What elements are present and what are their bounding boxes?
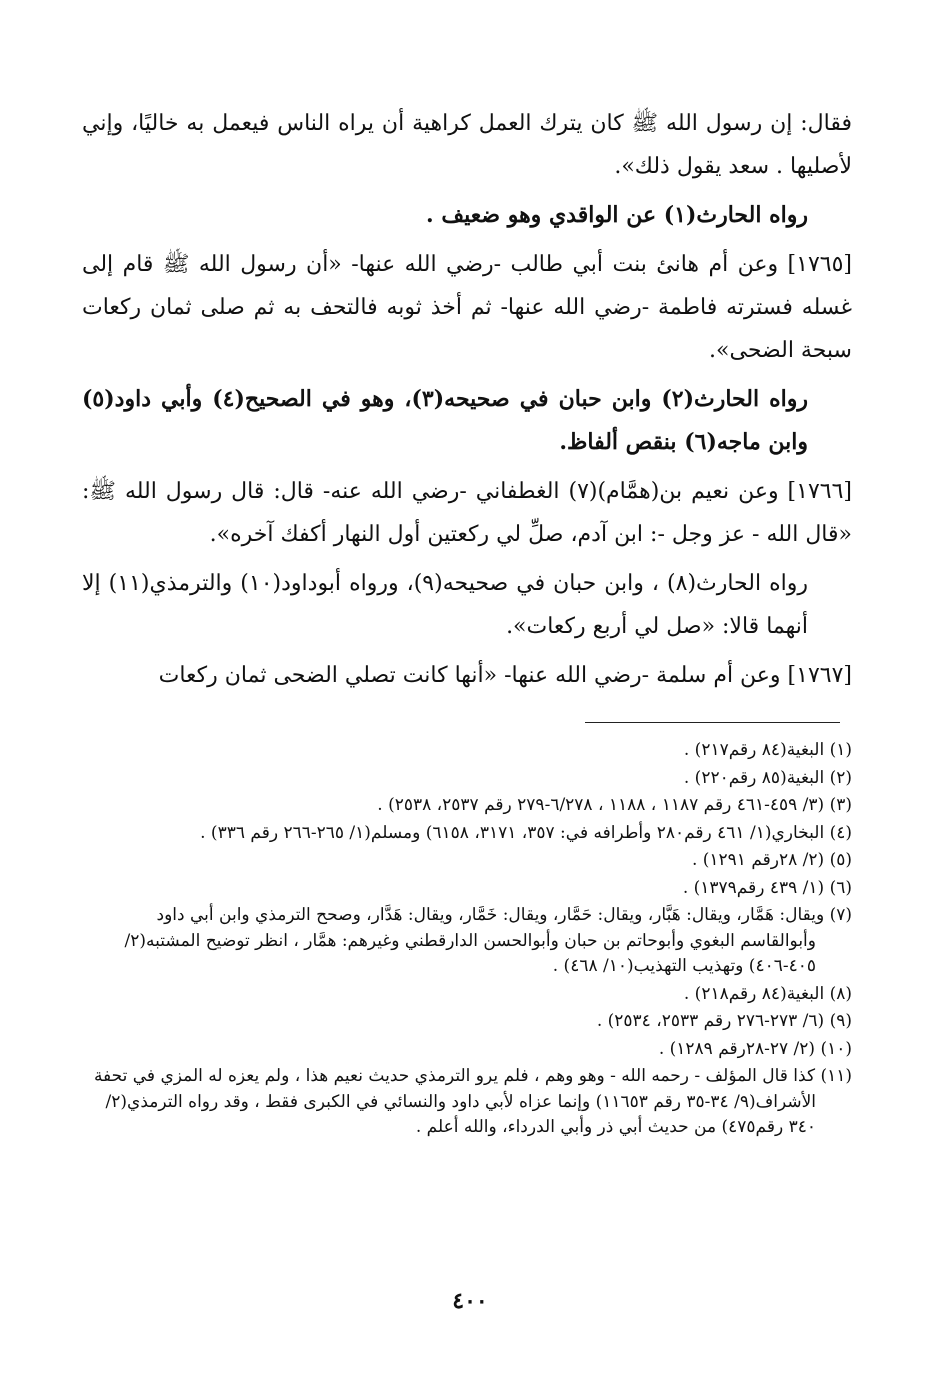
- footnote: (١٠) (٢/ ٢٧-٢٨رقم ١٢٨٩) .: [658, 1038, 852, 1059]
- footnote: (٧) ويقال: هَمَّار، ويقال: هَبَّار، ويقال: حَمَّار، ويقال: خَمَّار، ويقال: هَدَّار، وصحح الترمذي وابن أبي داود وأبوالقاسم البغوي وأبوحاتم بن حبان وأبوالحسن الدارقطني وغيرهم: همَّار ، انظر توضيح المشتبه(٢/ ٤٠٥-٤٠٦) وتهذيب التهذيب(١٠/ ٤٦٨) .: [124, 905, 852, 976]
- page-number: ٤٠٠: [452, 1288, 488, 1314]
- footnote: (٨) البغية(٨٤ رقم٢١٨) .: [683, 983, 852, 1004]
- footnote: (٢) البغية(٨٥ رقم٢٢٠) .: [683, 767, 852, 788]
- hadith-1765-paragraph: [١٧٦٥] وعن أم هانئ بنت أبي طالب -رضي الله عنها- «أن رسول الله ﷺ قام إلى غسله فسترته فاطمة -رضي الله عنها- ثم أخذ ثوبه فالتحف به ثم صلى ثمان ركعات سبحة الضحى».: [82, 252, 852, 363]
- hadith-1767-paragraph: [١٧٦٧] وعن أم سلمة -رضي الله عنها- «أنها كانت تصلي الضحى ثمان ركعات: [158, 663, 852, 688]
- footnote: (١١) كذا قال المؤلف - رحمه الله - وهو وهم ، فلم يرو الترمذي حديث نعيم هذا ، ولم يعزه له المزي في تحفة الأشراف(٩/ ٣٤-٣٥ رقم ١١٦٥٣) وإنما عزاه لأبي داود والنسائي في الكبرى فقط ، وقد رواه الترمذي(٢/ ٣٤٠ رقم٤٧٥) من حديث أبي ذر وأبي الدرداء، والله أعلم .: [93, 1066, 852, 1137]
- attribution-line: رواه الحارث(٢) وابن حبان في صحيحه(٣)، وهو في الصحيح(٤) وأبي داود(٥) وابن ماجه(٦) بنقص ألفاظ.: [82, 386, 808, 455]
- main-text: [82, 102, 852, 703]
- footnote: (٣) (٣/ ٤٥٩-٤٦١ رقم ١١٨٧ ، ١١٨٨ ، ٦/٢٧٨-٢٧٩ رقم ٢٥٣٧، ٢٥٣٨) .: [377, 795, 852, 815]
- hadith-1766-paragraph: [١٧٦٦] وعن نعيم بن(همَّام)(٧) الغطفاني -رضي الله عنه- قال: قال رسول الله ﷺ: «قال الله - عز وجل -: ابن آدم، صلِّ لي ركعتين أول النهار أكفك آخره».: [82, 479, 852, 547]
- footnotes-section: [82, 738, 852, 1143]
- footnote: (٥) (٢/ ٢٨رقم ١٢٩١) .: [691, 850, 852, 870]
- hadith-continuation-paragraph: فقال: إن رسول الله ﷺ كان يترك العمل كراهية أن يراه الناس فيعمل به خاليًا، وإني لأصليها . سعد يقول ذلك».: [82, 111, 852, 179]
- footnote: (٦) (١/ ٤٣٩ رقم١٣٧٩) .: [682, 877, 852, 898]
- footnote-divider: [585, 722, 840, 723]
- attribution-line: رواه الحارث(٨) ، وابن حبان في صحيحه(٩)، ورواه أبوداود(١٠) والترمذي(١١) إلا أنهما قالا: «صل لي أربع ركعات».: [82, 571, 808, 639]
- footnote: (٩) (٦/ ٢٧٣-٢٧٦ رقم ٢٥٣٣، ٢٥٣٤) .: [596, 1011, 852, 1031]
- footnote: (٤) البخاري(١/ ٤٦١ رقم٢٨٠ وأطرافه في: ٣٥٧، ٣١٧١، ٦١٥٨) ومسلم(١/ ٢٦٥-٢٦٦ رقم ٣٣٦) .: [200, 822, 852, 843]
- attribution-line: رواه الحارث(١) عن الواقدي وهو ضعيف .: [426, 202, 808, 228]
- footnote: (١) البغية(٨٤ رقم٢١٧) .: [683, 740, 852, 760]
